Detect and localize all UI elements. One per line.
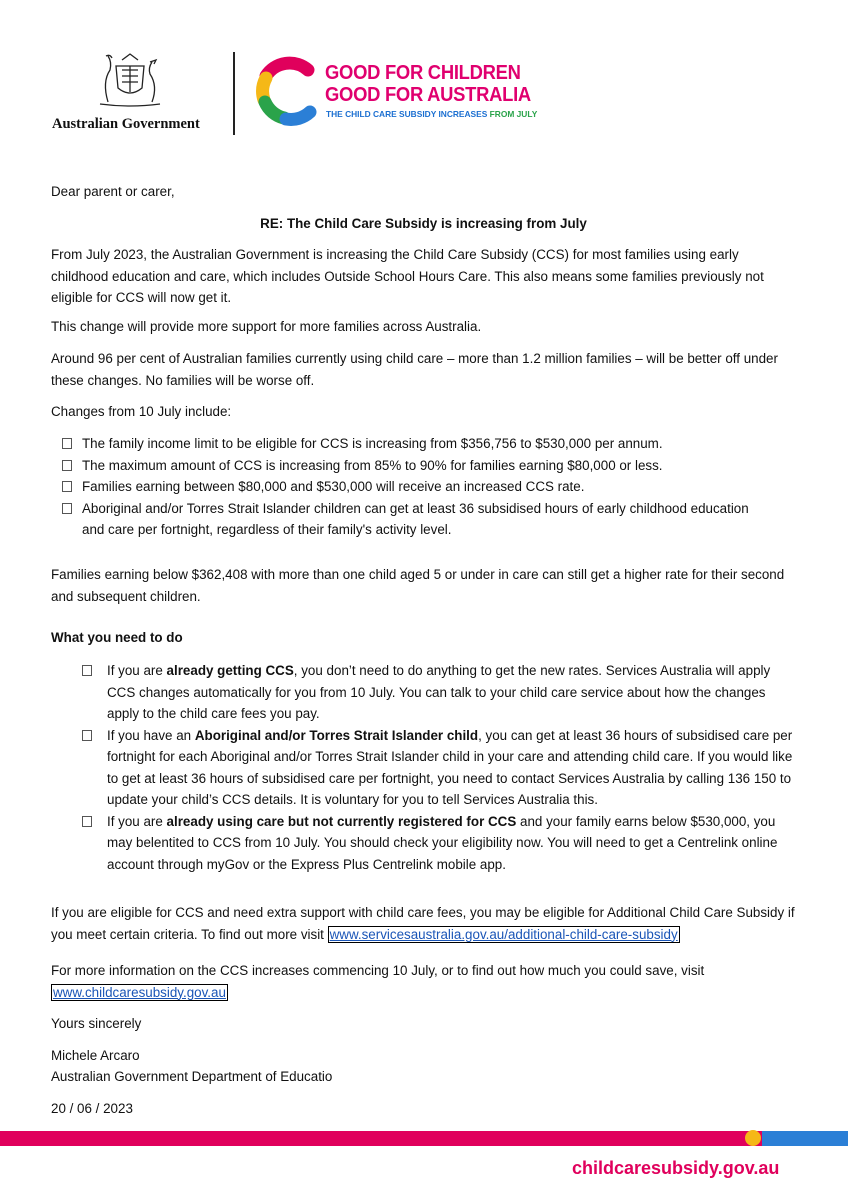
- todo-list: [82, 660, 794, 875]
- todo-text: If you have an: [107, 727, 195, 743]
- paragraph-1: From July 2023, the Australian Government is increasing the Child Care Subsidy (CCS) for most families using early childhood education and care, which includes Outside School Hours Care. This also means some families previously not eligible for CCS will now get it.: [51, 247, 764, 305]
- bullet-box-icon: [62, 481, 72, 492]
- footer-bar: [0, 1131, 848, 1146]
- letter-subject: RE: The Child Care Subsidy is increasing from July: [260, 216, 587, 231]
- paragraph-7-text: For more information on the CCS increases commencing 10 July, or to find out how much you could save, visit: [51, 963, 705, 978]
- additional-ccs-link[interactable]: www.servicesaustralia.gov.au/additional-child-care-subsidy: [329, 926, 678, 942]
- list-item: [62, 433, 762, 455]
- todo-text: If you are: [107, 663, 167, 678]
- closing: Yours sincerely: [51, 1016, 142, 1031]
- bullet-box-icon: [62, 438, 72, 449]
- list-item: [82, 660, 794, 725]
- bullet-box-icon: [62, 503, 72, 514]
- tagline-line-2: GOOD FOR AUSTRALIA: [325, 84, 531, 106]
- todo-bold-text: already using care but not currently registered for CCS: [166, 813, 517, 829]
- tagline-line-1: GOOD FOR CHILDREN: [325, 62, 521, 84]
- list-item-text: The family income limit to be eligible for CCS is increasing from $356,756 to $530,000 per annum.: [82, 436, 663, 451]
- tagline-line-3-part1: THE CHILD CARE SUBSIDY INCREASES: [326, 109, 490, 119]
- todo-text: and your family earns below $530,000, you may belentited to CCS from 10 July. You should check your eligibility now. You will need to get a Centrelink online account through myGov or the Express Plus Centrelink mobile app.: [107, 813, 778, 872]
- bullet-box-icon: [62, 460, 72, 471]
- todo-bold-text: already getting CCS: [166, 663, 294, 678]
- list-item-text: Aboriginal and/or Torres Strait Islander children can get at least 36 subsidised hours of early childhood education and care per fortnight, regardless of their family's activity level.: [82, 500, 749, 537]
- paragraph-6: [51, 902, 796, 945]
- list-item: [82, 811, 794, 876]
- header-divider: [233, 52, 235, 135]
- footer-dot-icon: [745, 1130, 761, 1146]
- paragraph-5: Families earning below $362,408 with more than one child aged 5 or under in care can still get a higher rate for their second and subsequent children.: [51, 567, 785, 604]
- todo-bold-text: Aboriginal and/or Torres Strait Islander child: [194, 727, 479, 743]
- signer-name: Michele Arcaro: [51, 1048, 140, 1063]
- changes-list: [62, 433, 762, 541]
- todo-heading: What you need to do: [51, 630, 183, 645]
- childcaresubsidy-link[interactable]: www.childcaresubsidy.gov.au: [53, 984, 226, 1000]
- list-item-text: The maximum amount of CCS is increasing from 85% to 90% for families earning $80,000 or less.: [82, 457, 663, 473]
- footer-bar-accent: [762, 1131, 848, 1146]
- salutation: Dear parent or carer,: [51, 184, 175, 199]
- paragraph-4: Changes from 10 July include:: [51, 404, 232, 419]
- bullet-box-icon: [82, 665, 92, 676]
- tagline-line-3: [326, 109, 537, 119]
- letter-date: 20 / 06 / 2023: [51, 1101, 133, 1116]
- todo-text: If you are: [107, 813, 167, 829]
- paragraph-2: This change will provide more support for more families across Australia.: [51, 319, 482, 334]
- todo-text: , you can get at least 36 hours of subsidised care per fortnight for each Aboriginal and/or Torres Strait Islander child in your care and attending child care. If you would like to get at least 36 hours of subsidised care per fortnight, you need to contact Services Australia by calling 136 150 to update your child’s CCS details. It is voluntary for you to tell Services Australia this.: [107, 727, 793, 807]
- paragraph-3: Around 96 per cent of Australian families currently using child care – more than 1.2 million families – will be better off under these changes. No families will be worse off.: [51, 351, 778, 388]
- bullet-box-icon: [82, 730, 92, 741]
- tagline-line-3-part2: FROM JULY: [489, 109, 538, 119]
- list-item: [62, 455, 762, 477]
- child-care-subsidy-c-logo: [256, 56, 320, 126]
- bullet-box-icon: [82, 816, 92, 827]
- paragraph-6-text: If you are eligible for CCS and need extra support with child care fees, you may be eligible for Additional Child Care Subsidy if you meet certain criteria. To find out more visit: [51, 905, 795, 942]
- list-item: [62, 476, 762, 498]
- letterhead: [50, 50, 538, 140]
- paragraph-7: [51, 960, 796, 1003]
- todo-text: , you don’t need to do anything to get the new rates. Services Australia will apply CCS changes automatically for you from 10 July. You can talk to your child care service about how the changes apply to the child care fees you pay.: [107, 663, 771, 721]
- government-wordmark: Australian Government: [52, 116, 200, 132]
- list-item: [82, 725, 794, 811]
- list-item-text: Families earning between $80,000 and $530,000 will receive an increased CCS rate.: [82, 479, 585, 494]
- list-item: [62, 498, 762, 541]
- coat-of-arms-icon: [92, 52, 168, 110]
- signer-department: Australian Government Department of Educatio: [51, 1069, 333, 1084]
- footer-url: childcaresubsidy.gov.au: [572, 1158, 780, 1178]
- australian-government-logo: [50, 50, 210, 140]
